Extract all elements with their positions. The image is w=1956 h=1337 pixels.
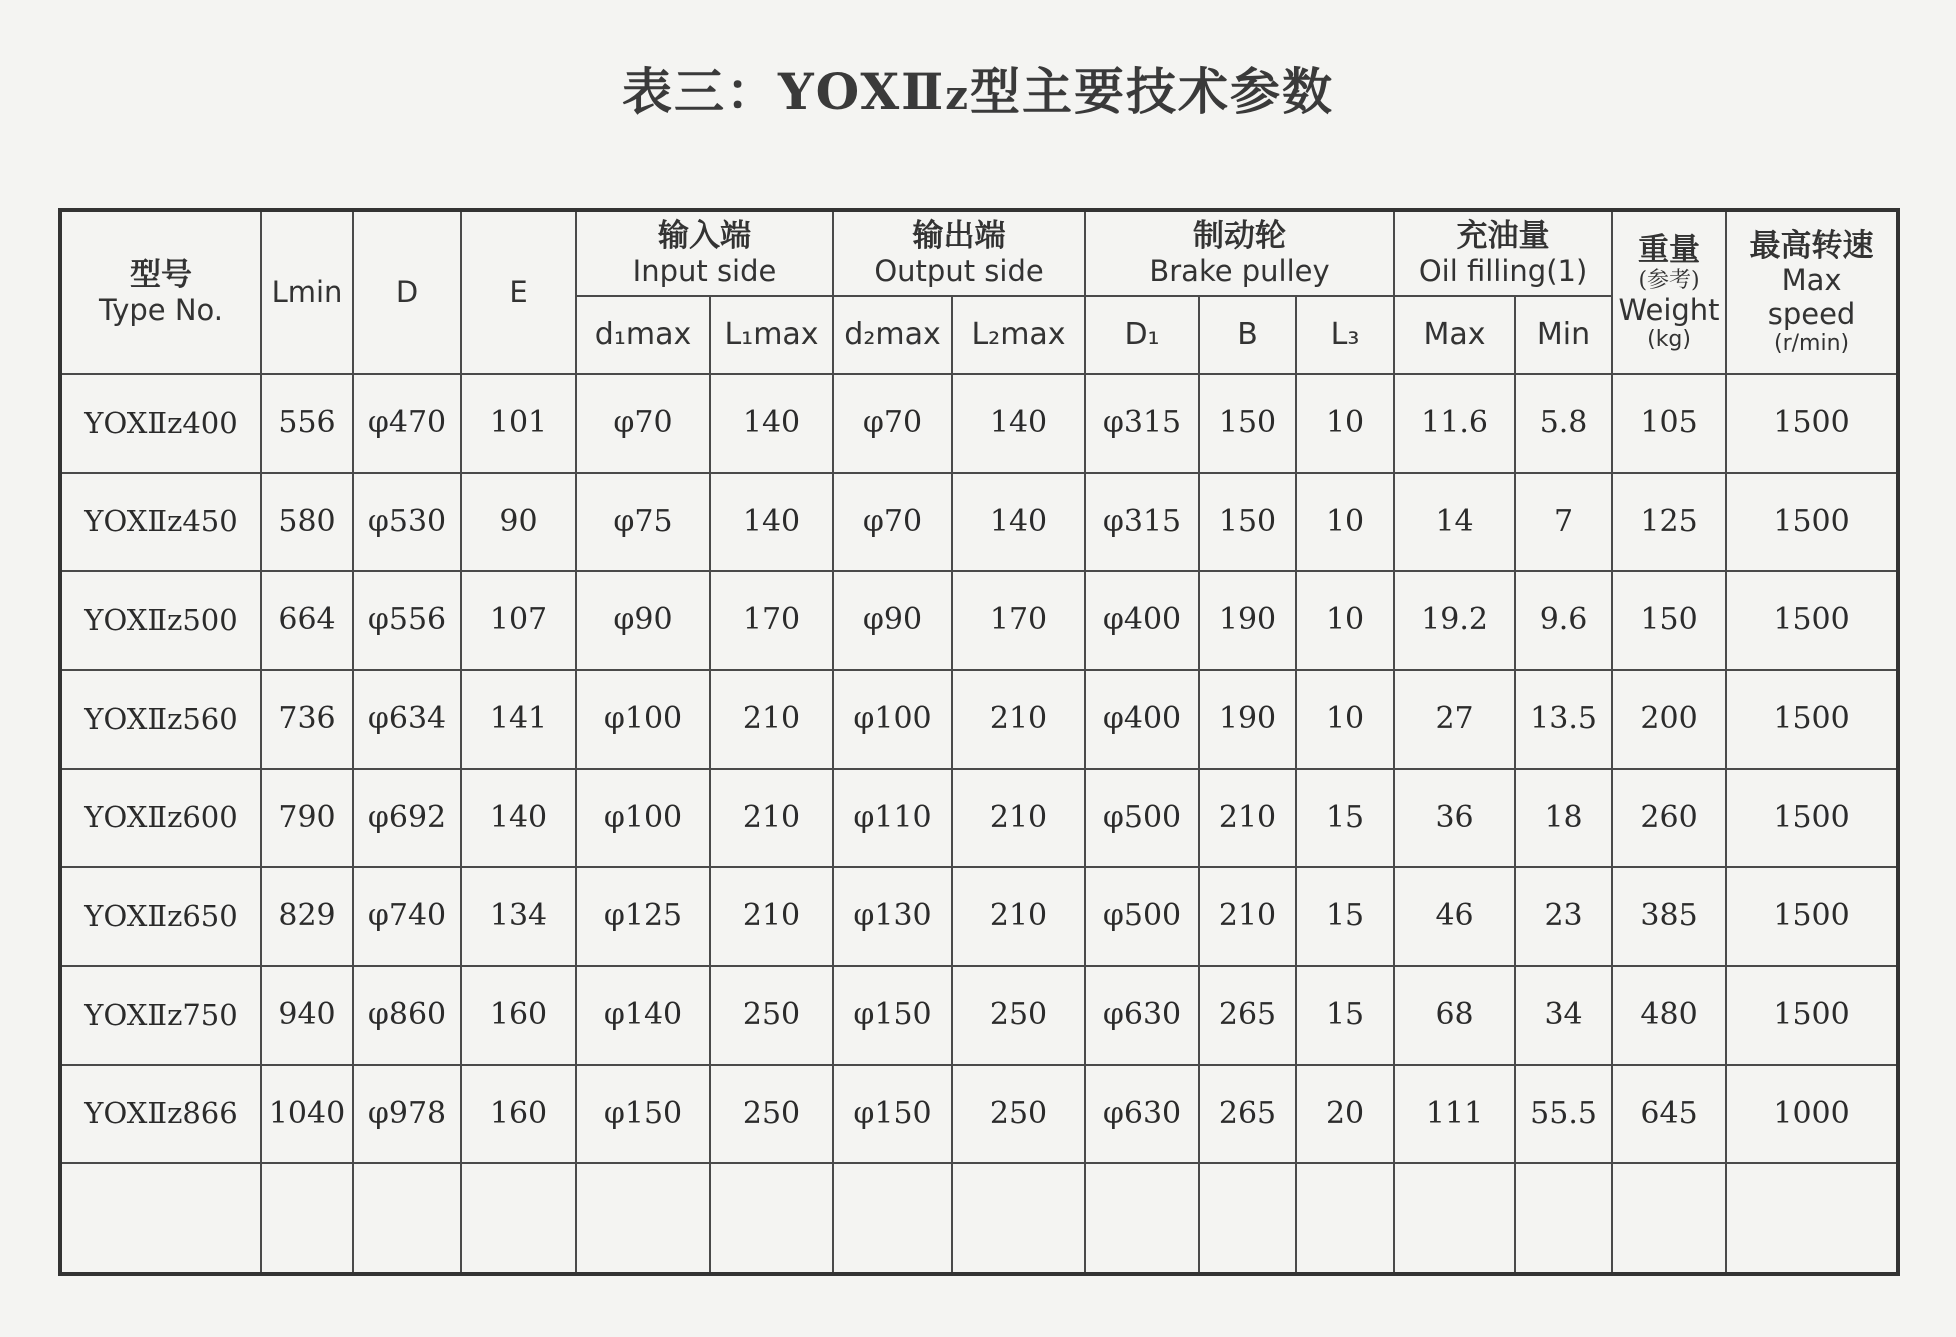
cell-brake-l3: 10 bbox=[1296, 473, 1394, 572]
cell-d2max: φ100 bbox=[833, 670, 952, 769]
cell-lmin: 940 bbox=[261, 966, 353, 1065]
table-row bbox=[60, 374, 1898, 473]
cell-d2max: φ70 bbox=[833, 473, 952, 572]
cell-brake-l3: 20 bbox=[1296, 1065, 1394, 1164]
header-row-1 bbox=[60, 210, 1898, 296]
empty-cell bbox=[1726, 1163, 1898, 1274]
cell-brake-b: 210 bbox=[1199, 867, 1296, 966]
cell-oil-max: 36 bbox=[1394, 769, 1515, 868]
cell-oil-max: 68 bbox=[1394, 966, 1515, 1065]
cell-d: φ978 bbox=[353, 1065, 461, 1164]
cell-brake-d1: φ500 bbox=[1085, 769, 1199, 868]
cell-brake-d1: φ315 bbox=[1085, 374, 1199, 473]
header-weight-cn: 重量 bbox=[1638, 231, 1701, 268]
cell-max-speed: 1500 bbox=[1726, 571, 1898, 670]
cell-e: 160 bbox=[461, 966, 576, 1065]
header-speed-en1: Max bbox=[1781, 263, 1842, 298]
cell-l2max: 170 bbox=[952, 571, 1085, 670]
cell-d: φ860 bbox=[353, 966, 461, 1065]
header-input-cn: 输入端 bbox=[658, 218, 751, 254]
cell-type: YOXⅡz560 bbox=[60, 670, 261, 769]
empty-cell bbox=[353, 1163, 461, 1274]
cell-lmin: 1040 bbox=[261, 1065, 353, 1164]
cell-oil-max: 111 bbox=[1394, 1065, 1515, 1164]
header-oil-cn: 充油量 bbox=[1456, 218, 1550, 254]
table-row bbox=[60, 1065, 1898, 1164]
cell-l2max: 210 bbox=[952, 670, 1085, 769]
header-lmin-label: Lmin bbox=[271, 274, 343, 309]
table-row bbox=[60, 769, 1898, 868]
cell-lmin: 736 bbox=[261, 670, 353, 769]
cell-oil-min: 18 bbox=[1515, 769, 1612, 868]
table-row bbox=[60, 966, 1898, 1065]
cell-oil-min: 13.5 bbox=[1515, 670, 1612, 769]
cell-l1max: 210 bbox=[710, 867, 833, 966]
header-d2max: d₂max bbox=[833, 296, 952, 374]
header-input-en: Input side bbox=[632, 253, 777, 288]
cell-d: φ634 bbox=[353, 670, 461, 769]
cell-weight: 150 bbox=[1612, 571, 1726, 670]
empty-cell bbox=[1612, 1163, 1726, 1274]
header-b: B bbox=[1199, 296, 1296, 374]
cell-l1max: 140 bbox=[710, 473, 833, 572]
table-row bbox=[60, 867, 1898, 966]
cell-e: 141 bbox=[461, 670, 576, 769]
cell-type: YOXⅡz500 bbox=[60, 571, 261, 670]
cell-brake-l3: 10 bbox=[1296, 374, 1394, 473]
cell-oil-max: 27 bbox=[1394, 670, 1515, 769]
header-brake-en: Brake pulley bbox=[1149, 253, 1330, 288]
cell-e: 90 bbox=[461, 473, 576, 572]
cell-d: φ470 bbox=[353, 374, 461, 473]
cell-d2max: φ150 bbox=[833, 966, 952, 1065]
cell-d1max: φ100 bbox=[576, 769, 710, 868]
header-l3: L₃ bbox=[1296, 296, 1394, 374]
cell-oil-max: 11.6 bbox=[1394, 374, 1515, 473]
cell-brake-b: 150 bbox=[1199, 374, 1296, 473]
cell-oil-max: 46 bbox=[1394, 867, 1515, 966]
cell-d1max: φ150 bbox=[576, 1065, 710, 1164]
header-type-no-en: Type No. bbox=[99, 292, 223, 327]
cell-l1max: 210 bbox=[710, 769, 833, 868]
cell-l1max: 250 bbox=[710, 1065, 833, 1164]
parameters-table bbox=[58, 208, 1900, 1276]
cell-oil-max: 19.2 bbox=[1394, 571, 1515, 670]
cell-max-speed: 1500 bbox=[1726, 867, 1898, 966]
cell-oil-min: 55.5 bbox=[1515, 1065, 1612, 1164]
empty-cell bbox=[576, 1163, 710, 1274]
header-l1max: L₁max bbox=[710, 296, 833, 374]
header-oil-en: Oil filling(1) bbox=[1418, 253, 1588, 288]
cell-lmin: 790 bbox=[261, 769, 353, 868]
header-e bbox=[461, 210, 576, 374]
cell-weight: 645 bbox=[1612, 1065, 1726, 1164]
cell-weight: 200 bbox=[1612, 670, 1726, 769]
cell-weight: 385 bbox=[1612, 867, 1726, 966]
header-l2max: L₂max bbox=[952, 296, 1085, 374]
cell-d1max: φ90 bbox=[576, 571, 710, 670]
header-oil-filling bbox=[1394, 210, 1612, 296]
table-row bbox=[60, 473, 1898, 572]
cell-l1max: 170 bbox=[710, 571, 833, 670]
empty-cell bbox=[461, 1163, 576, 1274]
cell-oil-min: 7 bbox=[1515, 473, 1612, 572]
cell-l2max: 140 bbox=[952, 374, 1085, 473]
page-title bbox=[0, 52, 1956, 124]
cell-l1max: 140 bbox=[710, 374, 833, 473]
header-type-no bbox=[60, 210, 261, 374]
header-output-side bbox=[833, 210, 1085, 296]
cell-brake-d1: φ315 bbox=[1085, 473, 1199, 572]
cell-d1max: φ125 bbox=[576, 867, 710, 966]
header-weight bbox=[1612, 210, 1726, 374]
cell-oil-min: 34 bbox=[1515, 966, 1612, 1065]
empty-row bbox=[60, 1163, 1898, 1274]
table-row bbox=[60, 670, 1898, 769]
header-brake-cn: 制动轮 bbox=[1193, 218, 1287, 254]
cell-e: 140 bbox=[461, 769, 576, 868]
header-d1max: d₁max bbox=[576, 296, 710, 374]
cell-max-speed: 1500 bbox=[1726, 966, 1898, 1065]
header-output-en: Output side bbox=[874, 253, 1044, 288]
cell-brake-b: 265 bbox=[1199, 966, 1296, 1065]
cell-lmin: 556 bbox=[261, 374, 353, 473]
cell-l2max: 250 bbox=[952, 966, 1085, 1065]
cell-oil-min: 5.8 bbox=[1515, 374, 1612, 473]
cell-lmin: 829 bbox=[261, 867, 353, 966]
header-output-cn: 输出端 bbox=[912, 218, 1006, 254]
cell-brake-d1: φ400 bbox=[1085, 571, 1199, 670]
cell-d: φ556 bbox=[353, 571, 461, 670]
header-lmin bbox=[261, 210, 353, 374]
cell-d2max: φ110 bbox=[833, 769, 952, 868]
cell-l1max: 210 bbox=[710, 670, 833, 769]
cell-type: YOXⅡz866 bbox=[60, 1065, 261, 1164]
cell-brake-b: 265 bbox=[1199, 1065, 1296, 1164]
cell-l2max: 250 bbox=[952, 1065, 1085, 1164]
cell-d: φ692 bbox=[353, 769, 461, 868]
cell-weight: 480 bbox=[1612, 966, 1726, 1065]
cell-d1max: φ75 bbox=[576, 473, 710, 572]
cell-weight: 105 bbox=[1612, 374, 1726, 473]
empty-cell bbox=[952, 1163, 1085, 1274]
header-d1: D₁ bbox=[1085, 296, 1199, 374]
cell-d: φ530 bbox=[353, 473, 461, 572]
cell-brake-d1: φ500 bbox=[1085, 867, 1199, 966]
table-row bbox=[60, 571, 1898, 670]
cell-brake-l3: 10 bbox=[1296, 670, 1394, 769]
cell-max-speed: 1500 bbox=[1726, 769, 1898, 868]
header-weight-unit: (kg) bbox=[1647, 326, 1691, 352]
title-subscript: z bbox=[945, 72, 971, 119]
cell-lmin: 664 bbox=[261, 571, 353, 670]
empty-cell bbox=[1199, 1163, 1296, 1274]
cell-oil-min: 9.6 bbox=[1515, 571, 1612, 670]
cell-e: 160 bbox=[461, 1065, 576, 1164]
empty-cell bbox=[261, 1163, 353, 1274]
cell-max-speed: 1500 bbox=[1726, 670, 1898, 769]
cell-d2max: φ150 bbox=[833, 1065, 952, 1164]
cell-d2max: φ130 bbox=[833, 867, 952, 966]
table-body bbox=[60, 374, 1898, 1274]
cell-max-speed: 1500 bbox=[1726, 374, 1898, 473]
cell-oil-min: 23 bbox=[1515, 867, 1612, 966]
cell-d1max: φ140 bbox=[576, 966, 710, 1065]
header-oil-max: Max bbox=[1394, 296, 1515, 374]
empty-cell bbox=[710, 1163, 833, 1274]
cell-l2max: 210 bbox=[952, 769, 1085, 868]
empty-cell bbox=[833, 1163, 952, 1274]
cell-e: 134 bbox=[461, 867, 576, 966]
cell-brake-b: 150 bbox=[1199, 473, 1296, 572]
header-d-label: D bbox=[395, 274, 419, 309]
cell-brake-b: 190 bbox=[1199, 670, 1296, 769]
cell-d2max: φ90 bbox=[833, 571, 952, 670]
cell-brake-d1: φ630 bbox=[1085, 966, 1199, 1065]
header-speed-unit: (r/min) bbox=[1773, 331, 1850, 357]
cell-oil-max: 14 bbox=[1394, 473, 1515, 572]
cell-type: YOXⅡz450 bbox=[60, 473, 261, 572]
cell-l2max: 140 bbox=[952, 473, 1085, 572]
header-weight-ref: (参考) bbox=[1638, 268, 1700, 294]
header-type-no-cn: 型号 bbox=[130, 257, 192, 293]
header-e-label: E bbox=[509, 274, 528, 309]
cell-weight: 260 bbox=[1612, 769, 1726, 868]
cell-max-speed: 1000 bbox=[1726, 1065, 1898, 1164]
header-input-side bbox=[576, 210, 833, 296]
cell-type: YOXⅡz400 bbox=[60, 374, 261, 473]
empty-cell bbox=[1296, 1163, 1394, 1274]
header-speed-cn: 最高转速 bbox=[1749, 227, 1874, 264]
header-brake-pulley bbox=[1085, 210, 1394, 296]
empty-cell bbox=[1515, 1163, 1612, 1274]
title-rest: 型主要技术参数 bbox=[970, 62, 1335, 121]
header-oil-min: Min bbox=[1515, 296, 1612, 374]
header-weight-en: Weight bbox=[1618, 292, 1720, 327]
cell-weight: 125 bbox=[1612, 473, 1726, 572]
cell-type: YOXⅡz600 bbox=[60, 769, 261, 868]
header-max-speed bbox=[1726, 210, 1898, 374]
cell-brake-b: 210 bbox=[1199, 769, 1296, 868]
cell-brake-l3: 10 bbox=[1296, 571, 1394, 670]
cell-brake-b: 190 bbox=[1199, 571, 1296, 670]
cell-d1max: φ70 bbox=[576, 374, 710, 473]
cell-d: φ740 bbox=[353, 867, 461, 966]
cell-brake-l3: 15 bbox=[1296, 867, 1394, 966]
cell-l2max: 210 bbox=[952, 867, 1085, 966]
cell-type: YOXⅡz650 bbox=[60, 867, 261, 966]
cell-d1max: φ100 bbox=[576, 670, 710, 769]
cell-brake-l3: 15 bbox=[1296, 769, 1394, 868]
cell-brake-d1: φ400 bbox=[1085, 670, 1199, 769]
cell-l1max: 250 bbox=[710, 966, 833, 1065]
cell-max-speed: 1500 bbox=[1726, 473, 1898, 572]
cell-lmin: 580 bbox=[261, 473, 353, 572]
cell-brake-l3: 15 bbox=[1296, 966, 1394, 1065]
header-d bbox=[353, 210, 461, 374]
empty-cell bbox=[60, 1163, 261, 1274]
empty-cell bbox=[1394, 1163, 1515, 1274]
cell-d2max: φ70 bbox=[833, 374, 952, 473]
cell-type: YOXⅡz750 bbox=[60, 966, 261, 1065]
empty-cell bbox=[1085, 1163, 1199, 1274]
title-main: 表三：YOXⅡ bbox=[621, 62, 946, 121]
cell-e: 107 bbox=[461, 571, 576, 670]
header-speed-en2: speed bbox=[1767, 296, 1856, 331]
cell-brake-d1: φ630 bbox=[1085, 1065, 1199, 1164]
cell-e: 101 bbox=[461, 374, 576, 473]
